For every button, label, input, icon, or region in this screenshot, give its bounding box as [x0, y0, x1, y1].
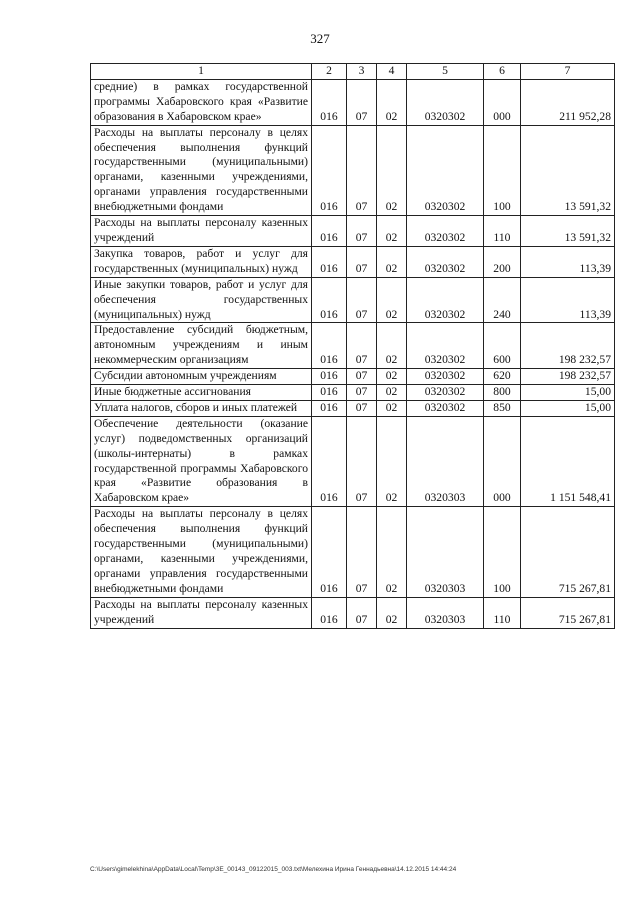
row-description: Субсидии автономным учреждениям: [91, 369, 312, 385]
row-target-article: 0320302: [407, 79, 484, 125]
column-header-5: 5: [407, 64, 484, 80]
row-target-article: 0320303: [407, 597, 484, 628]
row-target-article: 0320302: [407, 246, 484, 277]
row-subsection-code: 02: [377, 369, 407, 385]
row-subsection-code: 02: [377, 79, 407, 125]
column-header-6: 6: [484, 64, 521, 80]
row-target-article: 0320302: [407, 277, 484, 323]
column-header-3: 3: [347, 64, 377, 80]
row-ministry-code: 016: [312, 277, 347, 323]
row-expense-type: 000: [484, 416, 521, 506]
row-ministry-code: 016: [312, 323, 347, 369]
row-expense-type: 100: [484, 125, 521, 215]
row-expense-type: 850: [484, 400, 521, 416]
row-description: Предоставление субсидий бюджетным, автономным учреждениям и иным некоммерческим организациям: [91, 323, 312, 369]
row-subsection-code: 02: [377, 597, 407, 628]
row-ministry-code: 016: [312, 369, 347, 385]
row-section-code: 07: [347, 277, 377, 323]
row-expense-type: 240: [484, 277, 521, 323]
table-row: [91, 79, 615, 125]
row-description: Иные бюджетные ассигнования: [91, 385, 312, 401]
row-amount: 1 151 548,41: [521, 416, 615, 506]
row-ministry-code: 016: [312, 79, 347, 125]
row-subsection-code: 02: [377, 216, 407, 247]
row-ministry-code: 016: [312, 216, 347, 247]
row-section-code: 07: [347, 323, 377, 369]
row-subsection-code: 02: [377, 277, 407, 323]
row-subsection-code: 02: [377, 246, 407, 277]
row-expense-type: 110: [484, 597, 521, 628]
row-amount: 13 591,32: [521, 216, 615, 247]
row-target-article: 0320302: [407, 369, 484, 385]
row-section-code: 07: [347, 369, 377, 385]
table-row: [91, 369, 615, 385]
column-header-1: 1: [91, 64, 312, 80]
row-section-code: 07: [347, 246, 377, 277]
row-section-code: 07: [347, 507, 377, 597]
row-target-article: 0320302: [407, 216, 484, 247]
row-section-code: 07: [347, 216, 377, 247]
header-row: [91, 64, 615, 80]
table-body: [91, 79, 615, 628]
row-amount: 113,39: [521, 246, 615, 277]
budget-table: [90, 63, 615, 629]
table-row: [91, 125, 615, 215]
row-target-article: 0320302: [407, 323, 484, 369]
row-subsection-code: 02: [377, 400, 407, 416]
row-description: Расходы на выплаты персоналу казенных учреждений: [91, 216, 312, 247]
table-row: [91, 507, 615, 597]
row-expense-type: 600: [484, 323, 521, 369]
row-amount: 715 267,81: [521, 597, 615, 628]
table-row: [91, 400, 615, 416]
row-section-code: 07: [347, 416, 377, 506]
row-subsection-code: 02: [377, 507, 407, 597]
table-row: [91, 385, 615, 401]
row-section-code: 07: [347, 597, 377, 628]
row-description: Обеспечение деятельности (оказание услуг) подведомственных организаций (школы-интернаты) в рамках государственной программы Хабаровского края «Развитие образования в Хабаровском крае»: [91, 416, 312, 506]
row-description: средние) в рамках государственной программы Хабаровского края «Развитие образования в Хабаровском крае»: [91, 79, 312, 125]
row-target-article: 0320302: [407, 385, 484, 401]
row-description: Расходы на выплаты персоналу в целях обеспечения выполнения функций государственными (муниципальными) органами, казенными учреждениями, органами управления государственными внебюджетными фондами: [91, 507, 312, 597]
row-description: Иные закупки товаров, работ и услуг для обеспечения государственных (муниципальных) нужд: [91, 277, 312, 323]
row-amount: 198 232,57: [521, 323, 615, 369]
row-section-code: 07: [347, 125, 377, 215]
row-subsection-code: 02: [377, 385, 407, 401]
table-row: [91, 323, 615, 369]
row-subsection-code: 02: [377, 323, 407, 369]
row-amount: 715 267,81: [521, 507, 615, 597]
row-section-code: 07: [347, 385, 377, 401]
row-expense-type: 000: [484, 79, 521, 125]
row-amount: 13 591,32: [521, 125, 615, 215]
column-header-2: 2: [312, 64, 347, 80]
row-amount: 15,00: [521, 385, 615, 401]
table-row: [91, 216, 615, 247]
row-ministry-code: 016: [312, 125, 347, 215]
row-target-article: 0320303: [407, 507, 484, 597]
page-number: 327: [310, 31, 330, 46]
column-header-7: 7: [521, 64, 615, 80]
row-ministry-code: 016: [312, 416, 347, 506]
row-expense-type: 110: [484, 216, 521, 247]
table-row: [91, 597, 615, 628]
row-description: Закупка товаров, работ и услуг для государственных (муниципальных) нужд: [91, 246, 312, 277]
row-ministry-code: 016: [312, 507, 347, 597]
row-subsection-code: 02: [377, 416, 407, 506]
row-subsection-code: 02: [377, 125, 407, 215]
row-target-article: 0320302: [407, 125, 484, 215]
table-row: [91, 416, 615, 506]
row-ministry-code: 016: [312, 400, 347, 416]
table-row: [91, 277, 615, 323]
row-section-code: 07: [347, 400, 377, 416]
row-amount: 113,39: [521, 277, 615, 323]
row-target-article: 0320302: [407, 400, 484, 416]
row-amount: 198 232,57: [521, 369, 615, 385]
row-expense-type: 200: [484, 246, 521, 277]
row-expense-type: 100: [484, 507, 521, 597]
column-header-4: 4: [377, 64, 407, 80]
row-expense-type: 620: [484, 369, 521, 385]
row-expense-type: 800: [484, 385, 521, 401]
row-ministry-code: 016: [312, 385, 347, 401]
row-amount: 15,00: [521, 400, 615, 416]
row-description: Расходы на выплаты персоналу казенных учреждений: [91, 597, 312, 628]
table-row: [91, 246, 615, 277]
row-description: Уплата налогов, сборов и иных платежей: [91, 400, 312, 416]
row-target-article: 0320303: [407, 416, 484, 506]
row-description: Расходы на выплаты персоналу в целях обеспечения выполнения функций государственными (муниципальными) органами, казенными учреждениями, органами управления государственными внебюджетными фондами: [91, 125, 312, 215]
footer-path: C:\Users\gimelekhina\AppData\Local\Temp\3E_00143_09122015_003.txt\Мелехина Ирина Геннадьевна\14.12.2015 14:44:24: [90, 866, 457, 873]
row-amount: 211 952,28: [521, 79, 615, 125]
row-section-code: 07: [347, 79, 377, 125]
row-ministry-code: 016: [312, 246, 347, 277]
row-ministry-code: 016: [312, 597, 347, 628]
